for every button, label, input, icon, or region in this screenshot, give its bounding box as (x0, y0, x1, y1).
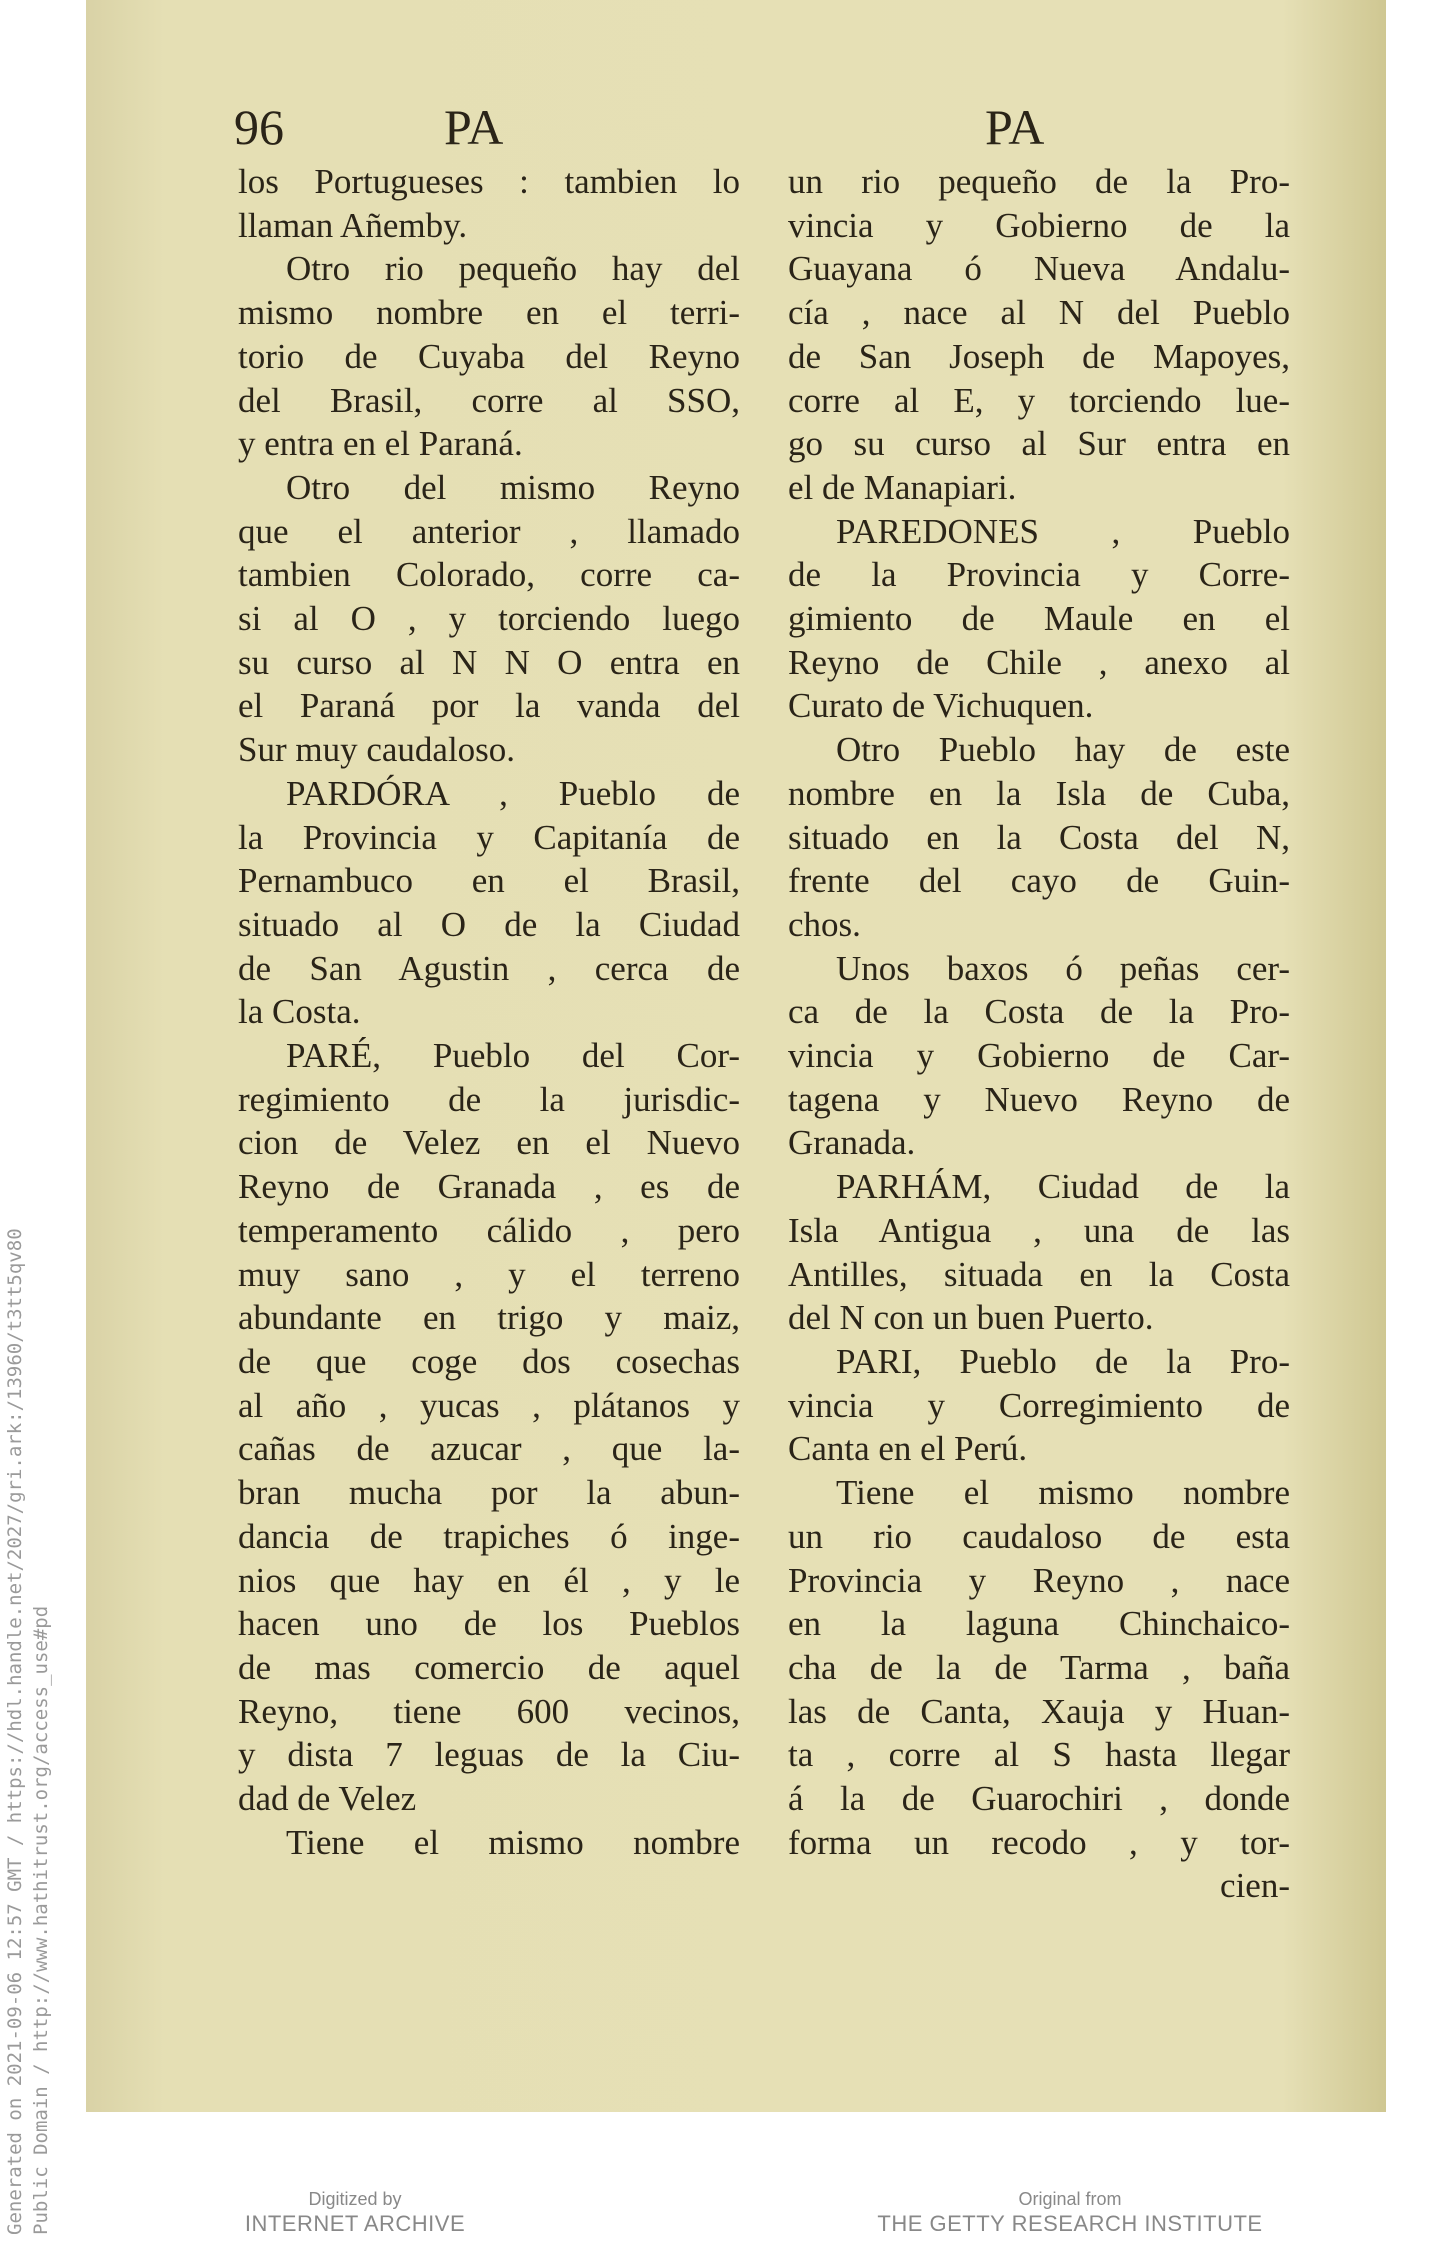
text-line: regimiento de la jurisdic- (238, 1079, 740, 1119)
text-line: Reyno de Chile , anexo al (788, 642, 1290, 682)
text-line: abundante en trigo y maiz, (238, 1298, 740, 1338)
text-line: Isla Antigua , una de las (788, 1210, 1290, 1250)
left-running-heading: PA (444, 99, 504, 155)
text-line: Canta en el Perú. (788, 1429, 1028, 1469)
text-line: Granada. (788, 1123, 916, 1163)
text-line: go su curso al Sur entra en (788, 424, 1290, 464)
text-line: temperamento cálido , pero (238, 1210, 740, 1250)
watermark-line-1: Generated on 2021-09-06 12:57 GMT / https://hdl.handle.net/2027/gri.ark:/13960/t3tt5qv80 (4, 1228, 26, 2235)
text-line: muy sano , y el terreno (238, 1254, 740, 1294)
text-line: dancia de trapiches ó inge- (238, 1516, 740, 1556)
footer-original-label: Original from (1018, 2189, 1122, 2209)
text-line: Sur muy caudaloso. (238, 730, 516, 770)
text-line: cía , nace al N del Pueblo (788, 293, 1290, 333)
text-line: Provincia y Reyno , nace (788, 1560, 1290, 1600)
text-line: Tiene el mismo nombre (836, 1473, 1290, 1513)
text-line: del N con un buen Puerto. (788, 1298, 1154, 1338)
text-line: las de Canta, Xauja y Huan- (788, 1691, 1290, 1731)
text-line: vincia y Gobierno de la (788, 205, 1290, 245)
footer-digitized-by (240, 2188, 470, 2238)
text-line: cha de la de Tarma , baña (788, 1647, 1290, 1687)
text-line: y dista 7 leguas de la Ciu- (238, 1735, 740, 1775)
text-line: Tiene el mismo nombre (286, 1822, 740, 1862)
text-line: Curato de Vichuquen. (788, 686, 1094, 726)
text-line: los Portugueses : tambien lo (238, 162, 740, 201)
text-line: llaman Añemby. (238, 205, 468, 245)
text-line: y entra en el Paraná. (238, 424, 523, 464)
text-line: ca de la Costa de la Pro- (788, 992, 1290, 1032)
text-line: el Paraná por la vanda del (238, 686, 740, 726)
text-line: Reyno de Granada , es de (238, 1167, 740, 1207)
text-line: chos. (788, 904, 861, 944)
text-line: su curso al N N O entra en (238, 642, 740, 682)
text-line: de que coge dos cosechas (238, 1341, 740, 1381)
text-line: Pernambuco en el Brasil, (238, 861, 740, 901)
text-line: del Brasil, corre al SSO, (238, 380, 740, 420)
text-line: si al O , y torciendo luego (238, 599, 740, 639)
text-line: en la laguna Chinchaico- (788, 1604, 1290, 1644)
text-line: nombre en la Isla de Cuba, (788, 773, 1290, 813)
text-line: al año , yucas , plátanos y (238, 1385, 740, 1425)
footer-original-from (870, 2188, 1270, 2238)
text-line: torio de Cuyaba del Reyno (238, 336, 740, 376)
text-line: un rio caudaloso de esta (788, 1516, 1290, 1556)
text-line: Guayana ó Nueva Andalu- (788, 249, 1290, 289)
text-line: cañas de azucar , que la- (238, 1429, 740, 1469)
footer-internet-archive: INTERNET ARCHIVE (244, 2211, 466, 2236)
text-line: que el anterior , llamado (238, 511, 740, 551)
text-line: forma un recodo , y tor- (788, 1822, 1290, 1862)
text-line: ta , corre al S hasta llegar (788, 1735, 1290, 1775)
right-running-heading: PA (985, 99, 1045, 155)
footer-digitized-label: Digitized by (308, 2189, 402, 2209)
text-line: gimiento de Maule en el (788, 599, 1290, 639)
text-line: PARDÓRA , Pueblo de (286, 773, 740, 813)
text-line: bran mucha por la abun- (238, 1473, 740, 1513)
hathitrust-watermark (2, 1095, 58, 2235)
text-line: PARHÁM, Ciudad de la (836, 1167, 1290, 1207)
text-line: frente del cayo de Guin- (788, 861, 1290, 901)
text-line: Otro rio pequeño hay del (286, 249, 740, 289)
text-line: cion de Velez en el Nuevo (238, 1123, 740, 1163)
text-line: situado en la Costa del N, (788, 817, 1290, 857)
watermark-line-2: Public Domain / http://www.hathitrust.org/access_use#pd (30, 1605, 52, 2235)
text-line: vincia y Gobierno de Car- (788, 1036, 1290, 1076)
footer-getty-institute: THE GETTY RESEARCH INSTITUTE (877, 2211, 1263, 2236)
text-line: tagena y Nuevo Reyno de (788, 1079, 1290, 1119)
text-line: un rio pequeño de la Pro- (788, 162, 1290, 201)
text-line: corre al E, y torciendo lue- (788, 380, 1290, 420)
text-line: Otro Pueblo hay de este (836, 730, 1290, 770)
text-line: PAREDONES , Pueblo (836, 511, 1290, 551)
text-line: tambien Colorado, corre ca- (238, 555, 740, 595)
text-line: vincia y Corregimiento de (788, 1385, 1290, 1425)
text-line: Otro del mismo Reyno (286, 467, 740, 507)
text-line: de San Agustin , cerca de (238, 948, 740, 988)
text-line: de San Joseph de Mapoyes, (788, 336, 1290, 376)
text-line: PARÉ, Pueblo del Cor- (286, 1036, 740, 1076)
text-line: la Provincia y Capitanía de (238, 817, 740, 857)
text-line: hacen uno de los Pueblos (238, 1604, 740, 1644)
text-line: á la de Guarochiri , donde (788, 1779, 1290, 1819)
text-line: Unos baxos ó peñas cer- (836, 948, 1290, 988)
text-line: nios que hay en él , y le (238, 1560, 740, 1600)
text-line: situado al O de la Ciudad (238, 904, 740, 944)
text-line: de la Provincia y Corre- (788, 555, 1290, 595)
text-line: dad de Velez (238, 1779, 417, 1819)
text-line: Antilles, situada en la Costa (788, 1254, 1290, 1294)
text-line: el de Manapiari. (788, 467, 1017, 507)
text-line: de mas comercio de aquel (238, 1647, 740, 1687)
right-text-column (788, 160, 1290, 1908)
text-line: cien- (1220, 1866, 1290, 1906)
text-line: Reyno, tiene 600 vecinos, (238, 1691, 740, 1731)
left-text-column (238, 160, 740, 1864)
text-line: la Costa. (238, 992, 361, 1032)
text-line: PARI, Pueblo de la Pro- (836, 1341, 1290, 1381)
page-number: 96 (234, 99, 284, 155)
text-line: mismo nombre en el terri- (238, 293, 740, 333)
